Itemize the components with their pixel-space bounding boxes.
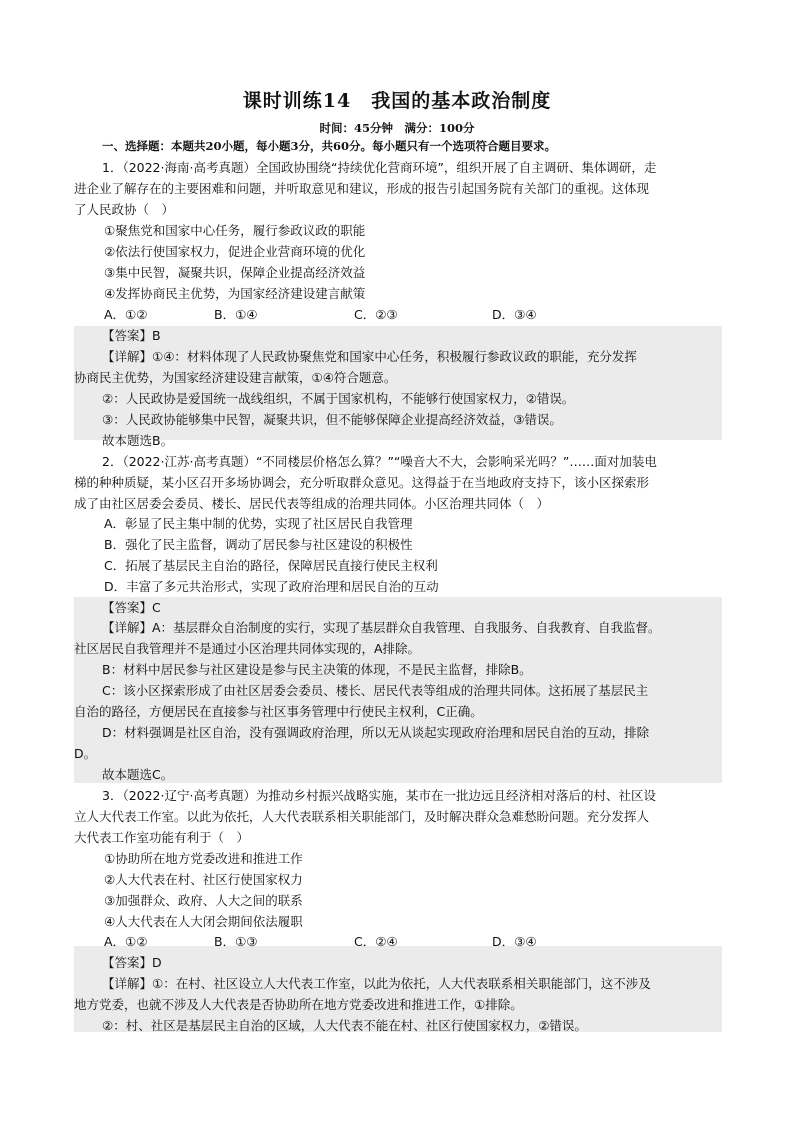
question-1-stem-line: 1．（2022·海南·高考真题）全国政协围绕“持续优化营商环境”，组织开展了自主调研、集体调研，走 <box>102 160 657 175</box>
question-1-analysis-line: 故本题选B。 <box>102 433 174 448</box>
question-1-analysis-line: 【详解】①④：材料体现了人民政协聚焦党和国家中心任务，积极履行参政议政的职能，充分发挥 <box>102 349 637 364</box>
section-heading: 一、选择题：本题共20小题，每小题3分，共60分。每小题只有一个选项符合题目要求。 <box>102 139 557 153</box>
question-1-stem-line: 进企业了解存在的主要困难和问题，并听取意见和建议，形成的报告引起国务院有关部门的重视。这体现 <box>74 181 650 196</box>
question-1-answer: 【答案】B <box>102 328 161 343</box>
question-3-analysis-line: ②：村、社区是基层民主自治的区域，人大代表不能在村、社区行使国家权力，②错误。 <box>102 1018 587 1033</box>
question-1-analysis-line: ③：人民政协能够集中民智，凝聚共识，但不能够保障企业提高经济效益，③错误。 <box>102 412 562 427</box>
question-3-option-a: A．①② <box>104 934 148 949</box>
question-2-option-b: B．强化了民主监督，调动了居民参与社区建设的积极性 <box>104 537 413 552</box>
question-2-analysis-line: D：材料强调是社区自治，没有强调政府治理，所以无从谈起实现政府治理和居民自治的互动，排除 <box>102 725 650 740</box>
question-2-option-c: C．拓展了基层民主自治的路径，保障居民直接行使民主权利 <box>104 558 438 573</box>
question-1-statement: ④发挥协商民主优势，为国家经济建设建言献策 <box>104 286 366 301</box>
question-3-analysis-line: 【详解】①：在村、社区设立人大代表工作室，以此为依托，人大代表联系相关职能部门，这不涉及 <box>102 976 651 991</box>
question-3-answer: 【答案】D <box>102 955 162 970</box>
question-2-analysis-line: 【详解】A：基层群众自治制度的实行，实现了基层群众自我管理、自我服务、自我教育、自我监督。 <box>102 620 661 635</box>
question-2-stem-line: 成了由社区居委会委员、楼长、居民代表等组成的治理共同体。小区治理共同体（ ） <box>74 496 550 511</box>
question-2-option-a: A．彰显了民主集中制的优势，实现了社区居民自我管理 <box>104 516 413 531</box>
question-2-analysis-line: 自治的路径，方便居民在直接参与社区事务管理中行使民主权利，C正确。 <box>74 704 483 719</box>
question-2-analysis-line: C：该小区探索形成了由社区居委会委员、楼长、居民代表等组成的治理共同体。这拓展了基层民主 <box>102 683 649 698</box>
question-3-stem-line: 3．（2022·辽宁·高考真题）为推动乡村振兴战略实施，某市在一批边远且经济相对落后的村、社区设 <box>102 788 656 803</box>
question-1-statement: ②依法行使国家权力，促进企业营商环境的优化 <box>104 244 366 259</box>
question-2-analysis-line: 故本题选C。 <box>102 767 174 782</box>
question-3-option-c: C．②④ <box>354 934 398 949</box>
question-3-option-b: B．①③ <box>214 934 258 949</box>
question-2-stem-line: 2．（2022·江苏·高考真题）“不同楼层价格怎么算？”“噪音大不大，会影响采光吗？”……面对加装电 <box>102 454 657 469</box>
exam-meta: 时间：45分钟 满分：100分 <box>319 121 475 135</box>
question-1-analysis-line: ②：人民政协是爱国统一战线组织，不属于国家机构，不能够行使国家权力，②错误。 <box>102 391 575 406</box>
question-3-statement: ③加强群众、政府、人大之间的联系 <box>104 893 303 908</box>
question-3-stem-line: 立人大代表工作室。以此为依托，人大代表联系相关职能部门，及时解决群众急难愁盼问题。充分发挥人 <box>74 809 650 824</box>
question-2-stem-line: 梯的种种质疑，某小区召开多场协调会，充分听取群众意见。这得益于在当地政府支持下，该小区探索形 <box>74 475 650 490</box>
question-2-option-d: D．丰富了多元共治形式，实现了政府治理和居民自治的互动 <box>104 579 439 594</box>
question-2-analysis-line: B：材料中居民参与社区建设是参与民主决策的体现，不是民主监督，排除B。 <box>102 662 532 677</box>
question-1-option-d: D．③④ <box>492 307 537 322</box>
question-1-statement: ①聚焦党和国家中心任务，履行参政议政的职能 <box>104 223 366 238</box>
question-1-option-c: C．②③ <box>354 307 398 322</box>
question-3-analysis-line: 地方党委，也就不涉及人大代表是否协助所在地方党委改进和推进工作，①排除。 <box>74 997 523 1012</box>
question-1-option-a: A．①② <box>104 307 148 322</box>
question-1-option-b: B．①④ <box>214 307 258 322</box>
question-2-answer: 【答案】C <box>102 600 161 615</box>
question-3-stem-line: 大代表工作室功能有利于（ ） <box>74 830 250 845</box>
question-3-statement: ④人大代表在人大闭会期间依法履职 <box>104 914 303 929</box>
page-title: 课时训练14 我国的基本政治制度 <box>242 90 552 112</box>
question-3-statement: ①协助所在地方党委改进和推进工作 <box>104 851 303 866</box>
question-2-analysis-line: 社区居民自我管理并不是通过小区治理共同体实现的，A排除。 <box>74 641 421 656</box>
question-1-statement: ③集中民智，凝聚共识，保障企业提高经济效益 <box>104 265 366 280</box>
question-2-analysis-line: D。 <box>74 746 97 761</box>
question-1-stem-line: 了人民政协（ ） <box>74 202 175 217</box>
question-3-option-d: D．③④ <box>492 934 537 949</box>
question-3-statement: ②人大代表在村、社区行使国家权力 <box>104 872 303 887</box>
question-1-analysis-line: 协商民主优势，为国家经济建设建言献策，①④符合题意。 <box>74 370 397 385</box>
